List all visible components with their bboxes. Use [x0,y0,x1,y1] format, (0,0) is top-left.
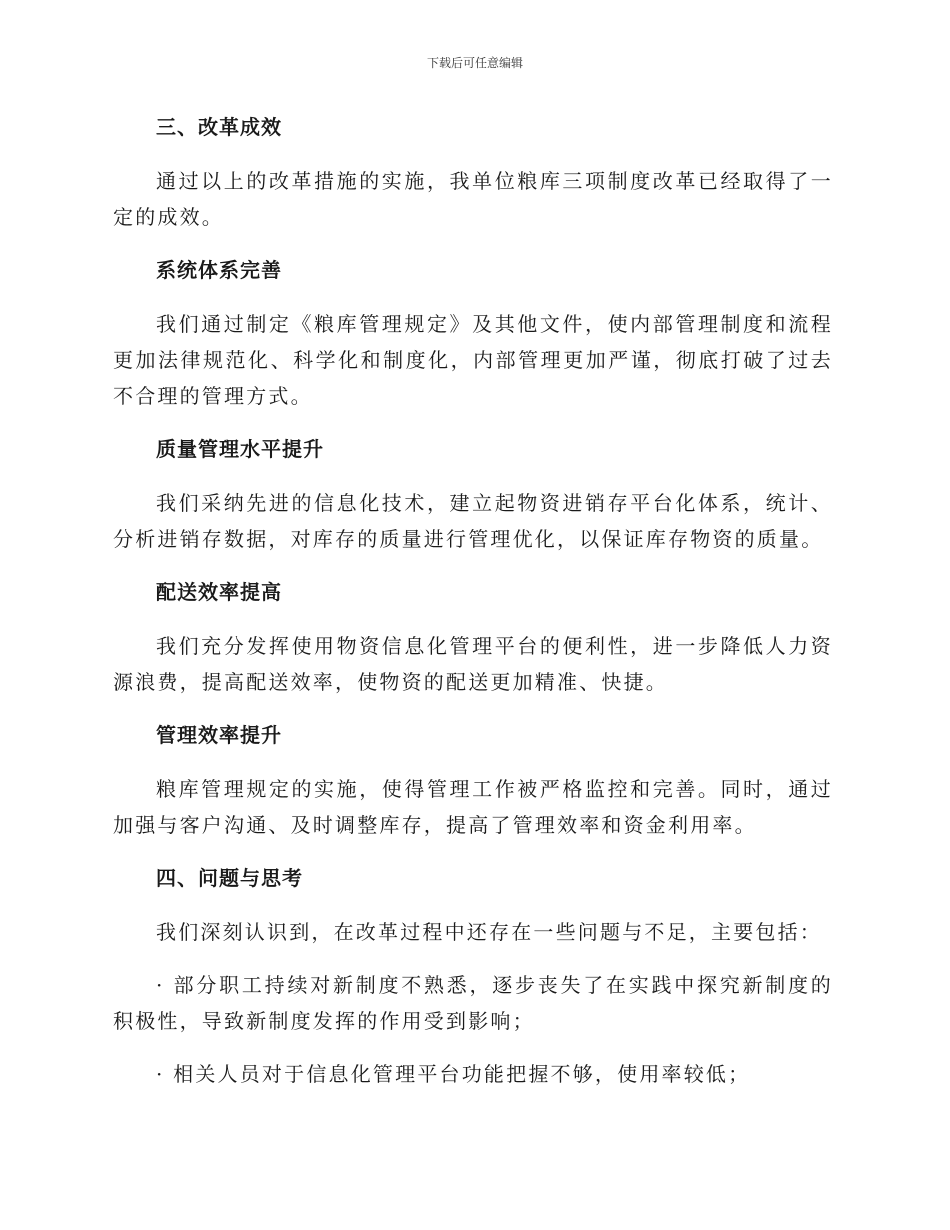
subsection-heading: 管理效率提升 [156,723,282,747]
section-heading: 三、改革成效 [156,115,282,139]
paragraph: 粮库管理规定的实施，使得管理工作被严格监控和完善。同时，通过加强与客户沟通、及时调整库存，提高了管理效率和资金利用率。 [113,777,833,837]
subsection-heading: 系统体系完善 [156,258,282,282]
subsection-heading: 配送效率提高 [156,580,282,604]
section-heading: 四、问题与思考 [156,866,303,890]
paragraph: 我们充分发挥使用物资信息化管理平台的便利性，进一步降低人力资源浪费，提高配送效率，使物资的配送更加精准、快捷。 [113,634,833,694]
paragraph: 我们通过制定《粮库管理规定》及其他文件，使内部管理制度和流程更加法律规范化、科学化和制度化，内部管理更加严谨，彻底打破了过去不合理的管理方式。 [113,312,833,408]
paragraph: 我们深刻认识到，在改革过程中还存在一些问题与不足，主要包括： [156,920,822,944]
page-header-note: 下载后可任意编辑 [426,56,523,70]
document-body [113,109,833,1092]
paragraph: 我们采纳先进的信息化技术，建立起物资进销存平台化体系，统计、分析进销存数据，对库存的质量进行管理优化，以保证库存物资的质量。 [113,491,833,551]
paragraph: 通过以上的改革措施的实施，我单位粮库三项制度改革已经取得了一定的成效。 [113,169,833,229]
subsection-heading: 质量管理水平提升 [156,437,324,461]
bullet-item: · 部分职工持续对新制度不熟悉，逐步丧失了在实践中探究新制度的积极性，导致新制度发挥的作用受到影响； [113,973,833,1033]
bullet-item: · 相关人员对于信息化管理平台功能把握不够，使用率较低； [156,1062,751,1086]
